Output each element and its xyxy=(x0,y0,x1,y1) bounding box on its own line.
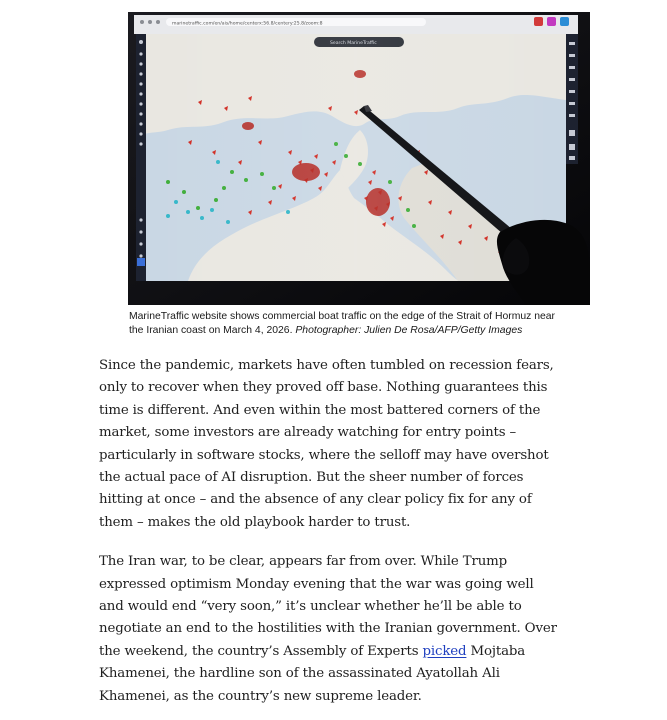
paragraph-2 xyxy=(99,551,569,708)
article-body xyxy=(99,355,569,708)
text-line: Khamenei, the hardline son of the assassinated Ayatollah Ali xyxy=(99,666,500,682)
photo-caption xyxy=(129,310,599,338)
marinetraffic-screen-photo xyxy=(128,12,590,305)
text-line: the actual pace of AI disruption. But the sheer number of forces xyxy=(99,470,524,486)
text-line: them – makes the old playbook harder to trust. xyxy=(99,514,411,530)
text-line: expressed optimism Monday evening that the war was going well xyxy=(99,576,534,592)
text-line: particularly in software stocks, where the selloff may have overshot xyxy=(99,447,549,463)
link-line-prefix: the weekend, the country’s Assembly of Experts xyxy=(99,643,423,659)
address-bar-url: marinetraffic.com/en/ais/home/centerx:56.8/centery:25.8/zoom:8 xyxy=(172,21,323,27)
text-line: hitting at once – and the absence of any clear policy fix for any of xyxy=(99,492,532,508)
article-photo xyxy=(128,12,590,305)
caption-line-2 xyxy=(129,324,599,338)
text-line: Since the pandemic, markets have often tumbled on recession fears, xyxy=(99,358,554,373)
text-line-with-link xyxy=(99,641,569,663)
text-line: time is different. And even within the most battered corners of the xyxy=(99,402,541,418)
caption-line-1: MarineTraffic website shows commercial boat traffic on the edge of the Strait of Hormuz near xyxy=(129,311,556,322)
text-line: Khamenei, as the country’s new supreme leader. xyxy=(99,688,422,704)
caption-text: the Iranian coast on March 4, 2026. xyxy=(129,325,296,336)
text-line: and would end “very soon,” it’s unclear whether he’ll be able to xyxy=(99,599,522,615)
text-line: market, some investors are already watching for entry points – xyxy=(99,425,517,441)
picked-link[interactable]: picked xyxy=(422,643,467,659)
caption-photo-credit: Photographer: Julien De Rosa/AFP/Getty Images xyxy=(295,325,523,336)
paragraph-1 xyxy=(99,355,569,534)
text-line: The Iran war, to be clear, appears far from over. While Trump xyxy=(99,554,508,570)
link-line-suffix: Mojtaba xyxy=(466,643,526,659)
text-line: only to recover when they proved off base. Nothing guarantees this xyxy=(99,380,548,396)
text-line: negotiate an end to the hostilities with the Iranian government. Over xyxy=(99,621,557,637)
